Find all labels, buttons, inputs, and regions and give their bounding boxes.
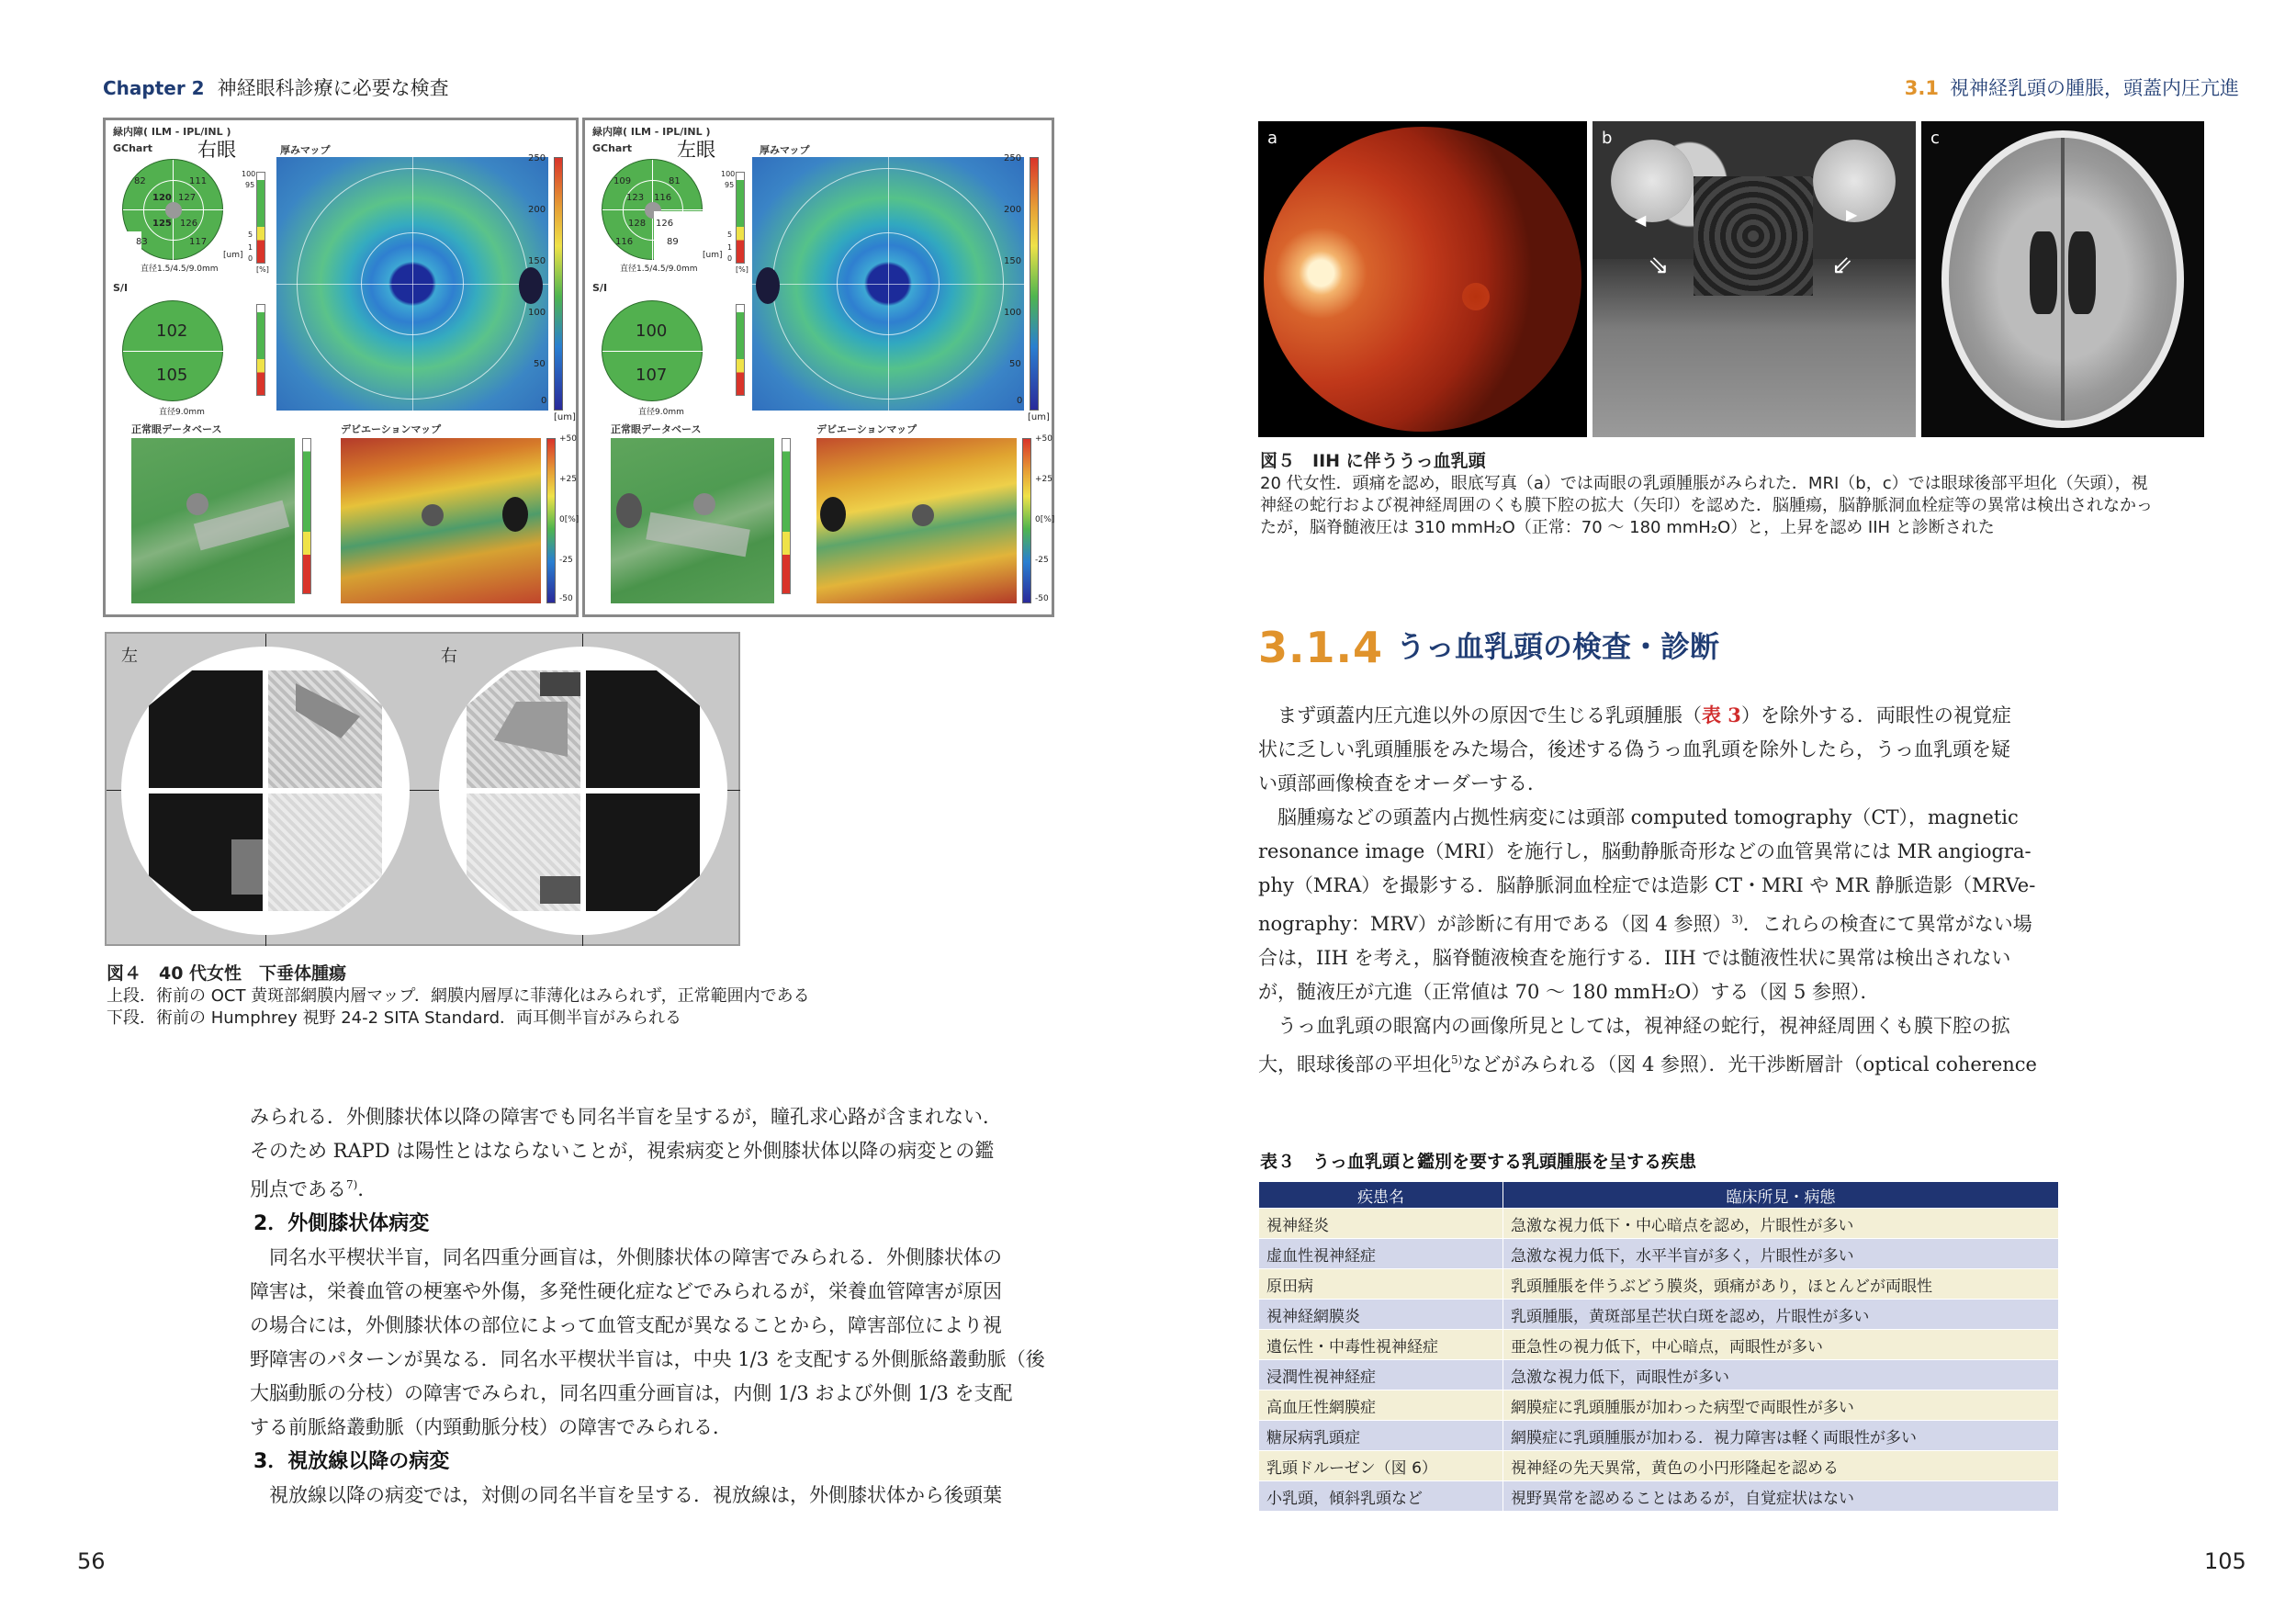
fig4-caption-line: 上段．術前の OCT 黄斑部網膜内層マップ．網膜内層厚に菲薄化はみられず，正常範囲内である: [107, 986, 810, 1006]
thickness-tick: 0: [1017, 396, 1023, 406]
text-fragment: 別点である: [250, 1178, 346, 1200]
table-cell: 虚血性視神経症: [1259, 1239, 1503, 1269]
subheading: 3．視放線以降の病変: [253, 1450, 450, 1473]
deviation-tick: 0[%]: [1035, 515, 1055, 524]
scale-tick: 95: [245, 181, 255, 189]
deviation-tick: -50: [1035, 594, 1049, 603]
reference-mark: 5): [1451, 1053, 1463, 1066]
right-body-text: [1258, 698, 2059, 1082]
arrow-icon: ⇙: [1831, 250, 1853, 280]
fig4-caption: [107, 962, 1062, 1030]
text-fragment: ．これらの検査にて異常がない場: [1742, 913, 2032, 935]
status-scale-bar: [256, 304, 265, 396]
unit-label: [%]: [736, 265, 748, 274]
normal-db-label: 正常眼データベース: [611, 423, 702, 435]
text-line: 野障害のパターンが異なる．同名水平楔状半盲は，中央 1/3 を支配する外側脈絡叢動脈（後: [250, 1348, 1045, 1370]
gchart-value: 81: [669, 176, 681, 186]
si-superior-value: 102: [156, 321, 188, 341]
text-line: phy（MRA）を撮影する．脳静脈洞血栓症では造影 CT・MRI や MR 静脈造影（MRVe-: [1258, 874, 2036, 896]
running-header-right: [1905, 73, 2239, 101]
table-cell: 視神経網膜炎: [1259, 1300, 1503, 1330]
gchart-label: GChart: [592, 142, 633, 154]
scale-tick: 1: [727, 243, 733, 252]
si-label: S/I: [592, 282, 608, 294]
table-row: [1259, 1451, 2059, 1481]
section-heading: [1258, 623, 1719, 672]
table-cell: 視神経炎: [1259, 1209, 1503, 1239]
gchart-value: 82: [134, 176, 146, 186]
thickness-tick: 250: [1004, 153, 1022, 163]
si-superior-value: 100: [636, 321, 668, 341]
gchart-value: 125: [152, 219, 172, 229]
deviation-map: [341, 438, 541, 603]
oct-panel-title: 緑内障( ILM - IPL/INL ): [592, 126, 711, 138]
thickness-map: [276, 157, 548, 411]
gchart-value: 109: [613, 176, 632, 186]
table-header-cell: 疾患名: [1259, 1182, 1503, 1209]
gchart-value: 117: [189, 237, 208, 247]
gchart-value: 126: [656, 219, 674, 229]
table-cell: 高血圧性網膜症: [1259, 1390, 1503, 1421]
page-number-right: 105: [2204, 1548, 2246, 1574]
text-line: [1258, 698, 2059, 733]
oct-panel-right-eye: [103, 118, 579, 617]
table-row: [1259, 1330, 2059, 1360]
reference-mark: 3): [1731, 913, 1743, 926]
text-fragment: まず頭蓋内圧亢進以外の原因で生じる乳頭腫脹（: [1258, 704, 1702, 726]
status-scale-bar: [736, 172, 745, 264]
text-line: い頭部画像検査をオーダーする．: [1258, 772, 1547, 794]
deviation-tick: -25: [1035, 556, 1049, 565]
text-line: 状に乏しい乳頭腫脹をみた場合，後述する偽うっ血乳頭を除外したら，うっ血乳頭を疑: [1258, 738, 2010, 760]
deviation-tick: +50: [559, 434, 577, 444]
mri-axial-brain: [1921, 121, 2204, 437]
text-line: [250, 1168, 1060, 1207]
scale-tick: 100: [721, 170, 736, 178]
thickness-tick: 0: [541, 396, 547, 406]
table-row: [1259, 1269, 2059, 1300]
gchart-value: 123: [626, 193, 645, 203]
scale-tick: 95: [725, 181, 735, 189]
gchart-value: 116: [654, 193, 672, 203]
thickness-colorbar: [1030, 157, 1039, 411]
scale-tick: 0: [727, 254, 733, 263]
text-line: [1258, 1043, 2059, 1082]
si-inferior-value: 105: [156, 366, 188, 385]
text-line: 障害は，栄養血管の梗塞や外傷，多発性硬化症などでみられるが，栄養血管障害が原因: [250, 1280, 1002, 1302]
oct-panel-left-eye: [582, 118, 1054, 617]
table-row: [1259, 1300, 2059, 1330]
table-cell: 原田病: [1259, 1269, 1503, 1300]
scale-tick: 5: [727, 231, 733, 239]
gchart-value: 126: [180, 219, 198, 229]
fig4-caption-line: 下段．術前の Humphrey 視野 24-2 SITA Standard．両耳側半盲がみられる: [107, 1008, 682, 1028]
text-line: 視放線以降の病変では，対側の同名半盲を呈する．視放線は，外側膝状体から後頭葉: [250, 1484, 1002, 1506]
page-number-left: 56: [77, 1548, 106, 1574]
deviation-tick: +25: [559, 475, 577, 484]
eye-label: 左眼: [677, 139, 715, 161]
deviation-tick: 0[%]: [559, 515, 580, 524]
table-cell: 糖尿病乳頭症: [1259, 1421, 1503, 1451]
chapter-title: 神経眼科診療に必要な検査: [217, 77, 449, 99]
panel-label: c: [1930, 129, 1940, 148]
deviation-tick: -50: [559, 594, 573, 603]
table3-title: 表３ うっ血乳頭と鑑別を要する乳頭腫脹を呈する疾患: [1260, 1152, 1697, 1172]
scale-tick: 5: [248, 231, 253, 239]
table3: [1258, 1181, 2059, 1512]
table-row: [1259, 1421, 2059, 1451]
table-cell: 亜急性の視力低下，中心暗点，両眼性が多い: [1503, 1330, 2059, 1360]
table-cell: 急激な視力低下，両眼性が多い: [1503, 1360, 2059, 1390]
table-row: [1259, 1360, 2059, 1390]
vf-left-label: 左: [121, 647, 138, 666]
table-cell: 乳頭腫脹，黄斑部星芒状白斑を認め，片眼性が多い: [1503, 1300, 2059, 1330]
panel-label: a: [1267, 129, 1278, 148]
left-body-text: [250, 1100, 1060, 1513]
gchart-label: GChart: [113, 142, 153, 154]
gchart-value: 116: [615, 237, 634, 247]
gchart-value: 127: [178, 193, 197, 203]
deviation-colorbar: [546, 438, 556, 603]
text-line: の場合には，外側膝状体の部位によって血管支配が異なることから，障害部位により視: [250, 1314, 1002, 1336]
thickness-tick: 200: [1004, 205, 1022, 215]
text-line: うっ血乳頭の眼窩内の画像所見としては，視神経の蛇行，視神経周囲くも膜下腔の拡: [1258, 1015, 2010, 1037]
fig4-caption-title: 図４ 40 代女性 下垂体腫瘍: [107, 963, 347, 984]
gchart-value: 128: [628, 219, 647, 229]
thickness-tick: 100: [528, 308, 546, 318]
section-title: 視神経乳頭の腫脹，頭蓋内圧亢進: [1950, 77, 2239, 99]
table-header-row: [1259, 1182, 2059, 1209]
chapter-label: Chapter 2: [103, 77, 205, 99]
status-scale-bar: [782, 438, 791, 594]
text-fragment: 大，眼球後部の平坦化: [1258, 1053, 1451, 1075]
si-diameter-note: 直径9.0mm: [638, 408, 684, 417]
panel-label: b: [1602, 129, 1613, 148]
gchart-value: 111: [189, 176, 208, 186]
thickness-map-label: 厚みマップ: [280, 144, 331, 156]
unit-label: [um]: [703, 251, 723, 260]
text-line: する前脈絡叢動脈（内頸動脈分枝）の障害でみられる．: [250, 1416, 732, 1438]
table-cell: 急激な視力低下，水平半盲が多く，片眼性が多い: [1503, 1239, 2059, 1269]
table-row: [1259, 1239, 2059, 1269]
table-cell: 網膜症に乳頭腫脹が加わる．視力障害は軽く両眼性が多い: [1503, 1421, 2059, 1451]
text-line: 同名水平楔状半盲，同名四重分画盲は，外側膝状体の障害でみられる．外側膝状体の: [250, 1246, 1002, 1268]
diameter-note: 直径1.5/4.5/9.0mm: [141, 265, 219, 274]
fig5-caption: [1260, 450, 2215, 539]
thickness-map: [752, 157, 1024, 411]
text-line: 大脳動脈の分枝）の障害でみられ，同名四重分画盲は，内側 1/3 および外側 1/3 を支配: [250, 1382, 1013, 1404]
arrowhead-icon: ◀: [1635, 211, 1647, 229]
table-row: [1259, 1481, 2059, 1512]
si-inferior-value: 107: [636, 366, 668, 385]
thickness-tick: 150: [528, 256, 546, 266]
section-heading-title: うっ血乳頭の検査・診断: [1395, 629, 1719, 664]
table-cell: 乳頭腫脹を伴うぶどう膜炎，頭痛があり，ほとんどが両眼性: [1503, 1269, 2059, 1300]
table-cell: 網膜症に乳頭腫脹が加わった病型で両眼性が多い: [1503, 1390, 2059, 1421]
fundus-photo: [1258, 121, 1587, 437]
table-cell: 急激な視力低下・中心暗点を認め，片眼性が多い: [1503, 1209, 2059, 1239]
eye-label: 右眼: [197, 139, 236, 161]
unit-label: [%]: [256, 265, 269, 274]
thickness-tick: 50: [1009, 359, 1021, 369]
reference-mark: 7): [346, 1178, 358, 1191]
thickness-map-label: 厚みマップ: [760, 144, 810, 156]
deviation-tick: +25: [1035, 475, 1052, 484]
table-row: [1259, 1209, 2059, 1239]
thickness-unit: [um]: [1028, 412, 1050, 422]
arrow-icon: ⇘: [1648, 250, 1670, 280]
text-line: resonance image（MRI）を施行し，脳動静脈奇形などの血管異常には MR angiogra-: [1258, 840, 2032, 862]
table-header-cell: 臨床所見・病態: [1503, 1182, 2059, 1209]
fig5-caption-line: たが，脳脊髄液圧は 310 mmH₂O（正常：70 ～ 180 mmH₂O）と，上昇を認め IIH と診断された: [1260, 518, 1995, 537]
gchart-value: 83: [136, 237, 148, 247]
thickness-tick: 150: [1004, 256, 1022, 266]
fig5-caption-line: 20 代女性．頭痛を認め，眼底写真（a）では両眼の乳頭腫脹がみられた．MRI（b，c）では眼球後部平坦化（矢頭），視: [1260, 474, 2148, 493]
table-reference: 表 3: [1702, 704, 1741, 726]
deviation-colorbar: [1022, 438, 1031, 603]
table-cell: 浸潤性視神経症: [1259, 1360, 1503, 1390]
text-line: そのため RAPD は陽性とはならないことが，視索病変と外側膝状体以降の病変との鑑: [250, 1140, 995, 1162]
scale-tick: 0: [248, 254, 253, 263]
text-line: 合は，IIH を考え，脳脊髄液検査を施行する．IIH では髄液性状に異常は検出されない: [1258, 947, 2011, 969]
text-line: が，髄液圧が亢進（正常値は 70 ～ 180 mmH₂O）する（図 5 参照）．: [1258, 981, 1880, 1003]
si-diagram: [602, 300, 703, 401]
status-scale-bar: [736, 304, 745, 396]
text-line: みられる．外側膝状体以降の障害でも同名半盲を呈するが，瞳孔求心路が含まれない．: [250, 1106, 1002, 1128]
thickness-unit: [um]: [554, 412, 576, 422]
deviation-map: [816, 438, 1017, 603]
gchart-diagram: [122, 159, 223, 260]
si-diagram: [122, 300, 223, 401]
deviation-map-label: デビエーションマップ: [816, 423, 917, 435]
thickness-tick: 250: [528, 153, 546, 163]
deviation-tick: +50: [1035, 434, 1052, 444]
running-header-left: [103, 73, 449, 101]
fig5-caption-line: 神経の蛇行および視神経周囲のくも膜下腔の拡大（矢印）を認めた．脳腫瘍，脳静脈洞血栓症等の異常は検出されなかっ: [1260, 496, 2153, 515]
text-line: 脳腫瘍などの頭蓋内占拠性病変には頭部 computed tomography（CT），magnetic: [1258, 806, 2019, 828]
status-scale-bar: [256, 172, 265, 264]
section-heading-number: 3.1.4: [1258, 623, 1383, 672]
table-cell: 小乳頭，傾斜乳頭など: [1259, 1481, 1503, 1512]
mri-axial-orbit: [1593, 121, 1916, 437]
thickness-colorbar: [554, 157, 563, 411]
unit-label: [um]: [223, 251, 243, 260]
si-label: S/I: [113, 282, 129, 294]
table-row: [1259, 1390, 2059, 1421]
vf-right-label: 右: [441, 647, 457, 666]
gchart-diagram: [602, 159, 703, 260]
arrowhead-icon: ▶: [1846, 206, 1858, 223]
table-cell: 視野異常を認めることはあるが，自覚症状はない: [1503, 1481, 2059, 1512]
status-scale-bar: [302, 438, 311, 594]
normal-db-label: 正常眼データベース: [131, 423, 222, 435]
vf-right-eye: [439, 647, 727, 935]
deviation-tick: -25: [559, 556, 573, 565]
gchart-value: 120: [152, 193, 172, 203]
text-fragment: nography：MRV）が診断に有用である（図 4 参照）: [1258, 913, 1732, 935]
normal-db-map: [611, 438, 774, 603]
scale-tick: 100: [242, 170, 256, 178]
thickness-tick: 200: [528, 205, 546, 215]
diameter-note: 直径1.5/4.5/9.0mm: [620, 265, 698, 274]
table-cell: 遺伝性・中毒性視神経症: [1259, 1330, 1503, 1360]
gchart-value: 89: [667, 237, 679, 247]
deviation-map-label: デビエーションマップ: [341, 423, 442, 435]
table-cell: 乳頭ドルーゼン（図 6）: [1259, 1451, 1503, 1481]
visual-field-panel: [105, 632, 740, 946]
section-number: 3.1: [1904, 77, 1939, 99]
thickness-tick: 50: [534, 359, 546, 369]
text-fragment: ．: [357, 1178, 377, 1200]
text-fragment: ）を除外する．両眼性の視覚症: [1740, 704, 2011, 726]
normal-db-map: [131, 438, 295, 603]
text-fragment: などがみられる（図 4 参照）．光干渉断層計（optical coherence: [1462, 1053, 2037, 1075]
table-cell: 視神経の先天異常，黄色の小円形隆起を認める: [1503, 1451, 2059, 1481]
vf-left-eye: [121, 647, 410, 935]
thickness-tick: 100: [1004, 308, 1022, 318]
si-diameter-note: 直径9.0mm: [159, 408, 205, 417]
oct-panel-title: 緑内障( ILM - IPL/INL ): [113, 126, 231, 138]
scale-tick: 1: [248, 243, 253, 252]
subheading: 2．外側膝状体病変: [253, 1212, 430, 1235]
text-line: [1258, 903, 2059, 941]
fig5-caption-title: 図５ IIH に伴ううっ血乳頭: [1260, 451, 1486, 471]
